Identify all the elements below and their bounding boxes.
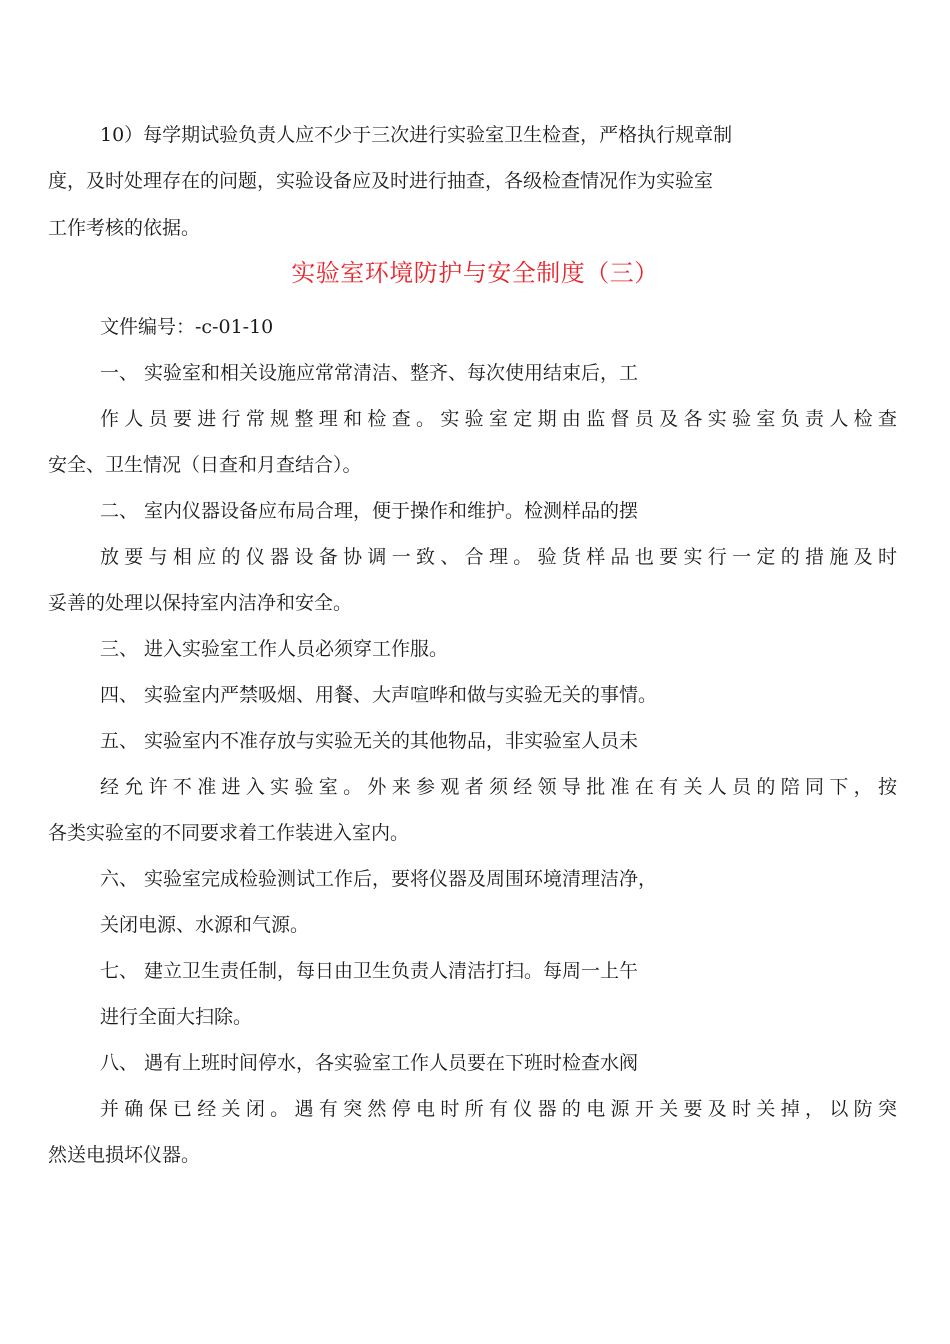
- intro-line-1: 10）每学期试验负责人应不少于三次进行实验室卫生检查，严格执行规章制: [100, 124, 733, 146]
- section-1-cont: 作人员要进行常规整理和检查。实验室定期由监督员及各实验室负责人检查: [100, 408, 897, 430]
- section-4-first: 四、 实验室内严禁吸烟、用餐、大声喧哗和做与实验无关的事情。: [100, 684, 658, 706]
- section-3-first: 三、 进入实验室工作人员必须穿工作服。: [100, 638, 449, 660]
- section-5-cont: 经允许不准进入实验室。外来参观者须经领导批准在有关人员的陪同下，按: [100, 776, 897, 798]
- intro-line-3: 工作考核的依据。: [48, 217, 201, 239]
- section-2-last: 妥善的处理以保持室内洁净和安全。: [48, 592, 353, 614]
- section-8-cont: 并确保已经关闭。遇有突然停电时所有仪器的电源开关要及时关掉，以防突: [100, 1098, 897, 1120]
- doc-number: 文件编号：-c-01-10: [100, 316, 274, 338]
- section-2-cont: 放要与相应的仪器设备协调一致、合理。验货样品也要实行一定的措施及时: [100, 546, 897, 568]
- section-5-first: 五、 实验室内不准存放与实验无关的其他物品，非实验室人员未: [100, 730, 639, 752]
- section-7-first: 七、 建立卫生责任制，每日由卫生负责人清洁打扫。每周一上午: [100, 960, 639, 982]
- section-6-cont: 关闭电源、水源和气源。: [100, 914, 310, 936]
- section-8-last: 然送电损坏仪器。: [48, 1144, 201, 1166]
- section-5-last: 各类实验室的不同要求着工作装进入室内。: [48, 822, 410, 844]
- document-title: 实验室环境防护与安全制度（三）: [291, 259, 659, 287]
- intro-line-2: 度，及时处理存在的问题，实验设备应及时进行抽查，各级检查情况作为实验室: [48, 170, 714, 192]
- section-8-first: 八、 遇有上班时间停水，各实验室工作人员要在下班时检查水阀: [100, 1052, 639, 1074]
- section-1-last: 安全、卫生情况（日查和月查结合）。: [48, 454, 362, 476]
- section-6-first: 六、 实验室完成检验测试工作后，要将仪器及周围环境清理洁净，: [100, 868, 658, 890]
- section-1-first: 一、 实验室和相关设施应常常清洁、整齐、每次使用结束后，工: [100, 362, 639, 384]
- section-2-first: 二、 室内仪器设备应布局合理，便于操作和维护。检测样品的摆: [100, 500, 639, 522]
- section-7-cont: 进行全面大扫除。: [100, 1006, 253, 1028]
